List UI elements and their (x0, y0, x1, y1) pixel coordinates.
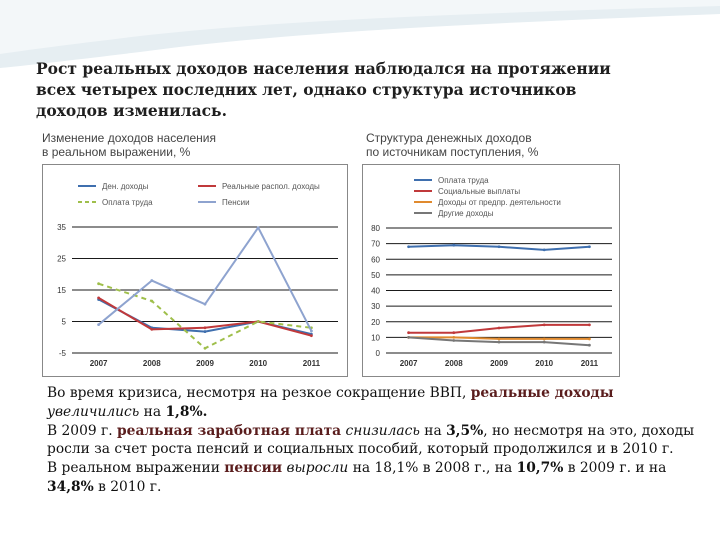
p3-bold-value-2010: 34,8% (47, 478, 94, 495)
p3-highlight-pensions: пенсии (224, 460, 283, 477)
left-x-tick-label: 2008 (142, 359, 161, 368)
left-point-пенсии (204, 303, 207, 306)
slide-heading (36, 58, 686, 121)
left-point-ден-доходы (204, 330, 207, 333)
left-point-оплата-труда (97, 282, 100, 285)
right-chart-caption (366, 131, 538, 159)
right-chart (362, 164, 620, 377)
p3-text-a: В реальном выражении (47, 460, 225, 477)
right-x-tick-label: 2009 (490, 359, 508, 368)
left-point-пенсии (150, 279, 153, 282)
right-point-оплата-труда (452, 244, 455, 247)
p2-text-a: В 2009 г. (47, 422, 118, 439)
left-y-tick-label: 25 (57, 254, 66, 264)
p1-bold-value: 1,8%. (165, 403, 208, 420)
left-point-реальные-распол-доходы (310, 334, 313, 337)
p1-highlight-real-incomes: реальные доходы (470, 385, 614, 401)
left-y-tick-label: -5 (58, 349, 66, 358)
right-x-tick-label: 2010 (535, 359, 554, 368)
paragraph-crisis (47, 384, 697, 422)
right-point-другие-доходы (407, 336, 410, 339)
right-legend-label-другие-доходы: Другие доходы (438, 209, 494, 218)
p2-text-e: на (419, 422, 447, 439)
left-legend-label-реальные-распол-доходы: Реальные распол. доходы (222, 182, 320, 191)
right-y-tick-label: 70 (371, 239, 380, 249)
left-legend-label-ден-доходы: Ден. доходы (102, 182, 149, 191)
left-caption-line-2: в реальном выражении, % (42, 145, 191, 159)
right-point-доходы-от-предпр-деятельности (543, 338, 546, 341)
p2-bold-value: 3,5% (446, 422, 484, 439)
p2-italic-decreased: снизилась (345, 422, 420, 439)
right-y-tick-label: 40 (371, 286, 380, 296)
left-point-реальные-распол-доходы (204, 326, 207, 329)
right-x-tick-label: 2011 (580, 359, 599, 368)
right-point-другие-доходы (543, 341, 546, 344)
right-y-tick-label: 50 (371, 270, 380, 280)
right-y-tick-label: 60 (371, 255, 380, 265)
left-legend-label-оплата-труда: Оплата труда (102, 198, 153, 207)
left-point-оплата-труда (204, 347, 207, 350)
left-chart (42, 164, 348, 377)
left-point-реальные-распол-доходы (150, 328, 153, 331)
left-y-tick-label: 5 (61, 317, 66, 327)
left-x-tick-label: 2011 (302, 359, 321, 368)
right-point-социальные-выплаты (498, 327, 501, 330)
right-caption-line-1: Структура денежных доходов (366, 131, 532, 145)
right-y-tick-label: 20 (371, 317, 380, 327)
left-point-пенсии (310, 330, 313, 333)
left-frame (43, 165, 348, 377)
p3-bold-value-2009: 10,7% (516, 460, 564, 477)
right-caption-line-2: по источникам поступления, % (366, 145, 539, 159)
right-point-оплата-труда (498, 245, 501, 248)
right-legend-label-социальные-выплаты: Социальные выплаты (438, 187, 521, 196)
right-point-оплата-труда (588, 245, 591, 248)
p1-text-d: на (139, 403, 166, 420)
left-point-пенсии (97, 323, 100, 326)
body-text (47, 384, 697, 497)
paragraph-pensions (47, 459, 697, 497)
p1-italic-increased: увеличились (47, 403, 140, 420)
right-point-оплата-труда (407, 245, 410, 248)
left-legend-label-пенсии: Пенсии (222, 198, 250, 207)
left-point-оплата-труда (150, 300, 153, 303)
left-x-tick-label: 2009 (196, 359, 214, 368)
left-point-пенсии (257, 226, 260, 229)
heading-line-3: доходов изменилась. (36, 101, 227, 120)
right-y-tick-label: 10 (371, 333, 380, 343)
p3-text-e: на 18,1% в 2008 г., на (348, 460, 517, 477)
right-point-социальные-выплаты (543, 323, 546, 326)
p2-text-g: , но несмотря на это, доходы росли за счет роста пенсий и социальных пособий, который продолжился и в 2010 г. (47, 422, 695, 458)
p1-text-a: Во время кризиса, несмотря на резкое сокращение ВВП, (47, 385, 471, 401)
right-x-tick-label: 2008 (444, 359, 463, 368)
left-y-tick-label: 35 (57, 223, 66, 232)
right-point-социальные-выплаты (452, 331, 455, 334)
right-point-другие-доходы (452, 339, 455, 342)
left-x-tick-label: 2010 (249, 359, 268, 368)
p3-text-g: в 2009 г. и на (563, 460, 667, 477)
heading-line-2: всех четырех последних лет, однако структура источников (36, 80, 577, 99)
right-point-другие-доходы (498, 341, 501, 344)
right-chart-svg (362, 164, 620, 377)
left-caption-line-1: Изменение доходов населения (42, 131, 216, 145)
right-y-tick-label: 0 (375, 349, 380, 358)
right-x-tick-label: 2007 (399, 359, 418, 368)
left-y-tick-label: 15 (57, 286, 66, 295)
right-point-социальные-выплаты (407, 331, 410, 334)
left-chart-caption (42, 131, 216, 159)
p3-italic-grew: выросли (286, 460, 349, 477)
right-legend-label-оплата-труда: Оплата труда (438, 176, 489, 185)
p3-text-i: в 2010 г. (93, 478, 162, 495)
left-x-tick-label: 2007 (89, 359, 108, 368)
left-point-оплата-труда (257, 320, 260, 323)
left-point-реальные-распол-доходы (97, 296, 100, 299)
right-point-доходы-от-предпр-деятельности (498, 338, 501, 341)
paragraph-wages (47, 422, 697, 460)
right-point-другие-доходы (588, 344, 591, 347)
right-y-tick-label: 30 (371, 302, 380, 312)
heading-line-1: Рост реальных доходов населения наблюдался на протяжении (36, 59, 611, 78)
right-point-социальные-выплаты (588, 323, 591, 326)
right-point-доходы-от-предпр-деятельности (452, 336, 455, 339)
p2-highlight-wages: реальная заработная плата (117, 422, 342, 439)
right-legend-label-доходы-от-предпр-деятельности: Доходы от предпр. деятельности (438, 198, 561, 207)
right-y-tick-label: 80 (371, 224, 380, 233)
left-chart-svg (42, 164, 348, 377)
right-point-оплата-труда (543, 248, 546, 251)
right-point-доходы-от-предпр-деятельности (588, 338, 591, 341)
